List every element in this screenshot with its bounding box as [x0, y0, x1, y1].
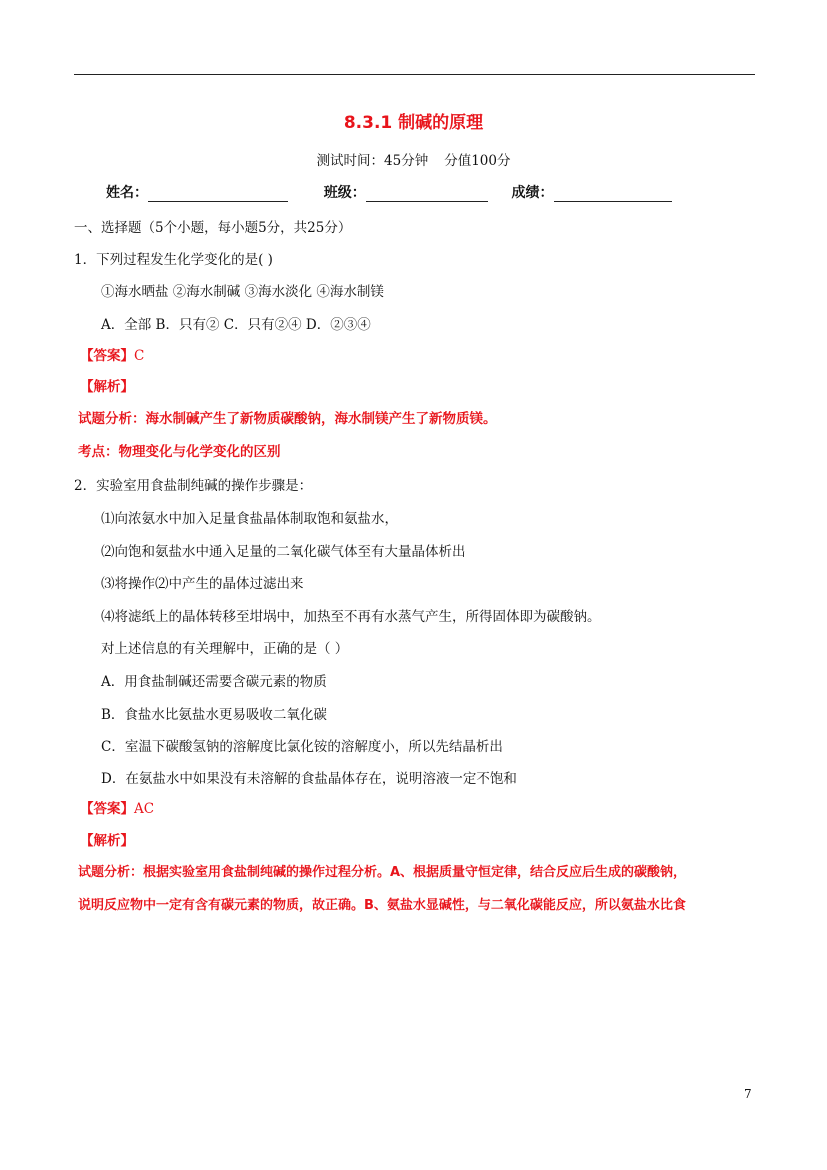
q2-step1: ⑴向浓氨水中加入足量食盐晶体制取饱和氨盐水，: [101, 511, 398, 527]
class-label: 班级：: [323, 185, 366, 201]
q2-answer-tag: 【答案】: [80, 801, 134, 817]
test-info: [0, 149, 827, 169]
page-number: 7: [744, 1087, 752, 1101]
name-blank: [148, 187, 288, 202]
q1-analysis-text: 试题分析：海水制碱产生了新物质碳酸钠，海水制镁产生了新物质镁。: [78, 411, 497, 427]
q1-options: A．全部 B．只有② C．只有②④ D．②③④: [101, 317, 371, 333]
q2-analysis-line1: 试题分析：根据实验室用食盐制纯碱的操作过程分析。A、根据质量守恒定律，结合反应后生成的碳酸钠，: [78, 865, 687, 880]
q1-point-text: 考点：物理变化与化学变化的区别: [78, 444, 281, 460]
q2-answer: [80, 797, 154, 817]
q2-option-b: B．食盐水比氨盐水更易吸收二氧化碳: [101, 707, 327, 723]
q2-option-a: A．用食盐制碱还需要含碳元素的物质: [101, 674, 327, 690]
q2-option-c: C．室温下碳酸氢钠的溶解度比氯化铵的溶解度小，所以先结晶析出: [101, 739, 503, 755]
q2-answer-value: AC: [134, 801, 155, 817]
document-title: 8.3.1 制碱的原理: [343, 113, 484, 133]
grade-blank: [554, 187, 672, 202]
q1-answer-tag: 【答案】: [80, 348, 134, 364]
grade-label: 成绩：: [511, 185, 554, 201]
test-score: 分值100分: [444, 153, 511, 169]
q1-answer-value: C: [134, 348, 145, 364]
q2-question: 对上述信息的有关理解中，正确的是（ ）: [101, 641, 349, 657]
q2-step4: ⑷将滤纸上的晶体转移至坩埚中，加热至不再有水蒸气产生，所得固体即为碳酸钠。: [101, 609, 601, 625]
q2-option-d: D．在氨盐水中如果没有未溶解的食盐晶体存在，说明溶液一定不饱和: [101, 771, 517, 787]
q1-answer: [80, 344, 144, 364]
q1-analysis-tag: 【解析】: [80, 379, 134, 395]
name-label: 姓名：: [106, 185, 148, 201]
q2-stem: 2．实验室用食盐制纯碱的操作步骤是：: [74, 478, 313, 494]
section-heading: 一、选择题（5个小题，每小题5分，共25分）: [74, 220, 352, 236]
class-blank: [366, 187, 488, 202]
q2-step2: ⑵向饱和氨盐水中通入足量的二氧化碳气体至有大量晶体析出: [101, 544, 466, 560]
q2-analysis-line2: 说明反应物中一定有含有碳元素的物质，故正确。B、氨盐水显碱性，与二氧化碳能反应，所以氨盐水比食: [78, 898, 686, 913]
q1-items: ①海水晒盐 ②海水制碱 ③海水淡化 ④海水制镁: [101, 284, 384, 300]
q1-stem: 1．下列过程发生化学变化的是( ): [74, 252, 273, 268]
test-time: 测试时间：45分钟: [316, 153, 429, 169]
student-info-line: [106, 182, 672, 202]
header-rule: [74, 74, 755, 75]
q2-analysis-tag: 【解析】: [80, 833, 134, 849]
q2-step3: ⑶将操作⑵中产生的晶体过滤出来: [101, 576, 304, 592]
